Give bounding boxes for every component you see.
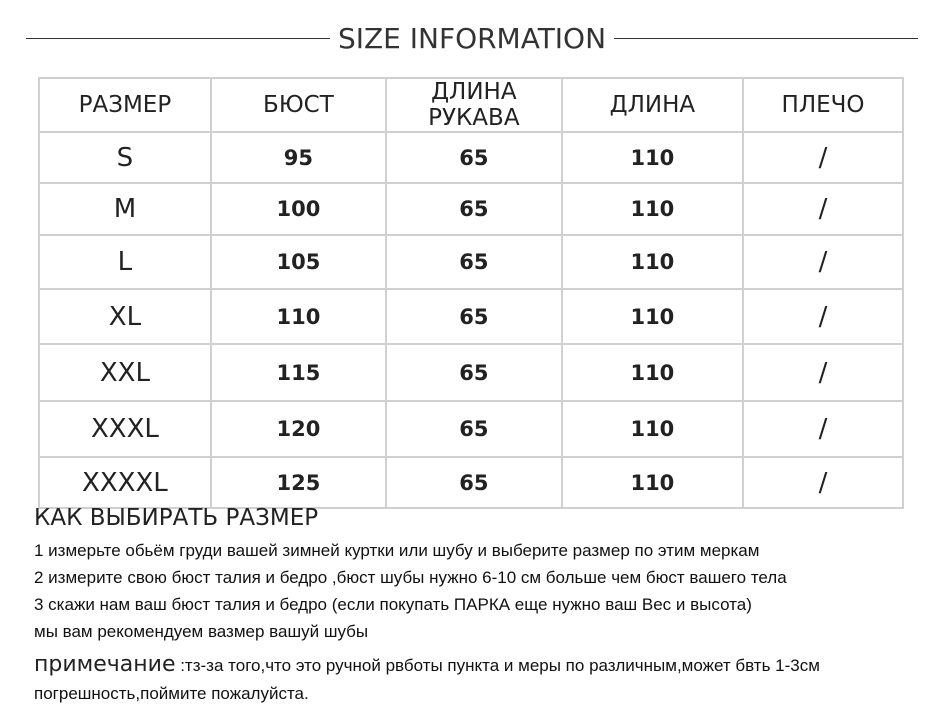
note-text: :тз-за того,что это ручной рвботы пункта и меры по различным,может бвть 1-3см bbox=[175, 656, 820, 675]
table-header-row bbox=[39, 78, 903, 132]
sleeve-cell: 65 bbox=[386, 183, 562, 235]
title-row bbox=[26, 18, 918, 58]
size-cell: S bbox=[39, 132, 211, 183]
guide-line: 2 измерите свою бюст талия и бедро ,бюст шубы нужно 6-10 см больше чем бюст вашего тела bbox=[34, 568, 787, 587]
bust-cell: 110 bbox=[211, 289, 386, 344]
header-bust: БЮСТ bbox=[211, 78, 386, 132]
table-row bbox=[39, 344, 903, 401]
header-size: РАЗМЕР bbox=[39, 78, 211, 132]
note bbox=[34, 651, 934, 680]
sleeve-cell: 65 bbox=[386, 401, 562, 457]
sleeve-cell: 65 bbox=[386, 457, 562, 508]
sleeve-cell: 65 bbox=[386, 344, 562, 401]
shoulder-cell: / bbox=[743, 183, 903, 235]
bust-cell: 120 bbox=[211, 401, 386, 457]
size-table bbox=[38, 77, 904, 509]
guide-title: КАК ВЫБИРАТЬ РАЗМЕР bbox=[34, 505, 319, 531]
guide-line: 1 измерьте обьём груди вашей зимней куртки или шубу и выберите размер по этим меркам bbox=[34, 541, 760, 560]
bust-cell: 115 bbox=[211, 344, 386, 401]
shoulder-cell: / bbox=[743, 132, 903, 183]
size-guide bbox=[34, 505, 934, 707]
shoulder-cell: / bbox=[743, 401, 903, 457]
shoulder-cell: / bbox=[743, 235, 903, 289]
table-row bbox=[39, 132, 903, 183]
table-row bbox=[39, 457, 903, 508]
size-cell: L bbox=[39, 235, 211, 289]
table-row bbox=[39, 235, 903, 289]
length-cell: 110 bbox=[562, 401, 743, 457]
bust-cell: 125 bbox=[211, 457, 386, 508]
sleeve-cell: 65 bbox=[386, 132, 562, 183]
title-left-rule bbox=[26, 38, 330, 39]
guide-line: 3 скажи нам ваш бюст талия и бедро (если покупать ПАРКА еще нужно ваш Вес и высота) bbox=[34, 595, 752, 614]
guide-line: мы вам рекомендуем вазмер вашуй шубы bbox=[34, 622, 369, 641]
table-row bbox=[39, 401, 903, 457]
length-cell: 110 bbox=[562, 183, 743, 235]
page-title: SIZE INFORMATION bbox=[337, 21, 607, 55]
length-cell: 110 bbox=[562, 132, 743, 183]
size-cell: XXL bbox=[39, 344, 211, 401]
bust-cell: 105 bbox=[211, 235, 386, 289]
length-cell: 110 bbox=[562, 344, 743, 401]
length-cell: 110 bbox=[562, 457, 743, 508]
length-cell: 110 bbox=[562, 289, 743, 344]
header-shoulder: ПЛЕЧО bbox=[743, 78, 903, 132]
header-sleeve-length: ДЛИНА РУКАВА bbox=[386, 78, 562, 132]
table-row bbox=[39, 289, 903, 344]
title-right-rule bbox=[614, 38, 918, 39]
sleeve-cell: 65 bbox=[386, 235, 562, 289]
size-cell: XXXXL bbox=[39, 457, 211, 508]
size-cell: XL bbox=[39, 289, 211, 344]
shoulder-cell: / bbox=[743, 457, 903, 508]
shoulder-cell: / bbox=[743, 344, 903, 401]
sleeve-cell: 65 bbox=[386, 289, 562, 344]
note-text-continued: погрешность,поймите пожалуйста. bbox=[34, 684, 309, 703]
note-label: примечание bbox=[34, 652, 176, 677]
size-cell: M bbox=[39, 183, 211, 235]
length-cell: 110 bbox=[562, 235, 743, 289]
shoulder-cell: / bbox=[743, 289, 903, 344]
size-cell: XXXL bbox=[39, 401, 211, 457]
header-length: ДЛИНА bbox=[562, 78, 743, 132]
table-row bbox=[39, 183, 903, 235]
bust-cell: 95 bbox=[211, 132, 386, 183]
bust-cell: 100 bbox=[211, 183, 386, 235]
